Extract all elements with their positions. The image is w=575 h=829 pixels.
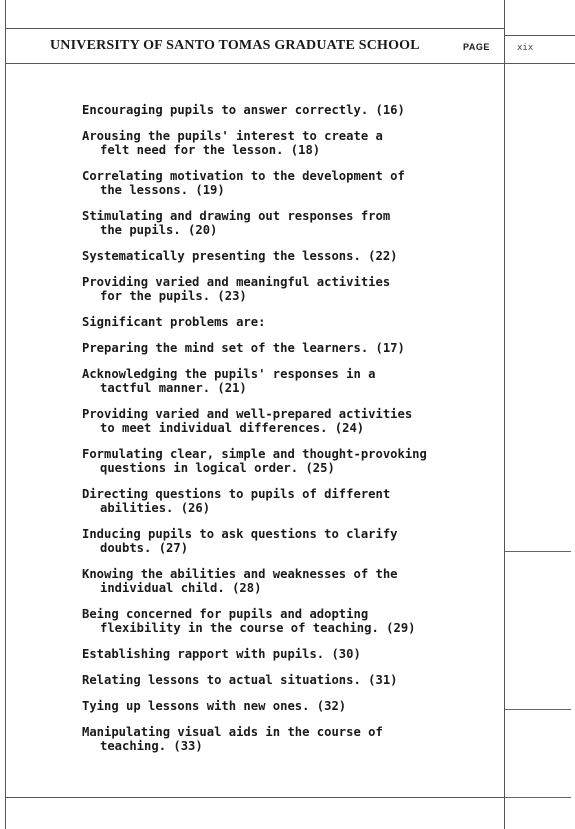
list-item-continuation: doubts. (27) xyxy=(100,541,189,555)
list-item xyxy=(82,249,492,263)
list-item xyxy=(82,275,492,303)
list-item xyxy=(82,341,492,355)
list-item-line: Significant problems are: xyxy=(82,315,266,329)
list-item-continuation: abilities. (26) xyxy=(100,501,211,515)
header-top-rule xyxy=(5,28,504,29)
list-item xyxy=(82,129,492,157)
list-item-line: Systematically presenting the lessons. (22) xyxy=(82,249,398,263)
list-item xyxy=(82,169,492,197)
list-item-continuation: individual child. (28) xyxy=(100,581,262,595)
list-item-continuation: the pupils. (20) xyxy=(100,223,218,237)
list-item-line: Providing varied and meaningful activities xyxy=(82,275,391,289)
list-item-line: Providing varied and well-prepared activities xyxy=(82,407,413,421)
list-item-continuation: to meet individual differences. (24) xyxy=(100,421,365,435)
margin-note-line xyxy=(505,797,571,798)
margin-note-line xyxy=(505,709,571,710)
list-item-continuation: felt need for the lesson. (18) xyxy=(100,143,321,157)
margin-note-line xyxy=(505,551,571,552)
list-item-line: Acknowledging the pupils' responses in a xyxy=(82,367,376,381)
list-item-continuation: the lessons. (19) xyxy=(100,183,225,197)
list-item-continuation: teaching. (33) xyxy=(100,739,203,753)
list-item xyxy=(82,607,492,635)
footer-rule xyxy=(5,797,504,798)
list-item-line: Establishing rapport with pupils. (30) xyxy=(82,647,361,661)
header-bottom-rule xyxy=(5,63,575,64)
list-item-line: Correlating motivation to the development of xyxy=(82,169,405,183)
list-item xyxy=(82,103,492,117)
list-item-continuation: tactful manner. (21) xyxy=(100,381,247,395)
left-margin-rule xyxy=(5,0,6,829)
list-item-line: Stimulating and drawing out responses from xyxy=(82,209,391,223)
page-number: xix xyxy=(517,43,534,53)
list-item xyxy=(82,699,492,713)
list-item-line: Being concerned for pupils and adopting xyxy=(82,607,369,621)
right-margin-rule xyxy=(504,0,505,829)
document-header: UNIVERSITY OF SANTO TOMAS GRADUATE SCHOOL xyxy=(50,38,420,53)
list-item-line: Preparing the mind set of the learners. (17) xyxy=(82,341,405,355)
page-label: PAGE xyxy=(463,42,490,52)
list-item xyxy=(82,487,492,515)
list-item-continuation: for the pupils. (23) xyxy=(100,289,247,303)
list-item-line: Inducing pupils to ask questions to clarify xyxy=(82,527,398,541)
list-item xyxy=(82,209,492,237)
list-item-line: Manipulating visual aids in the course of xyxy=(82,725,383,739)
list-item xyxy=(82,647,492,661)
page-box-top-rule xyxy=(504,35,575,36)
list-item-line: Arousing the pupils' interest to create a xyxy=(82,129,383,143)
list-item xyxy=(82,567,492,595)
list-item xyxy=(82,447,492,475)
list-item xyxy=(82,407,492,435)
list-item-continuation: flexibility in the course of teaching. (29) xyxy=(100,621,416,635)
list-item-line: Tying up lessons with new ones. (32) xyxy=(82,699,347,713)
list-item xyxy=(82,315,492,329)
list-item xyxy=(82,673,492,687)
list-item-line: Encouraging pupils to answer correctly. (16) xyxy=(82,103,405,117)
list-item-line: Formulating clear, simple and thought-provoking xyxy=(82,447,427,461)
list-item xyxy=(82,725,492,753)
list-item-line: Knowing the abilities and weaknesses of the xyxy=(82,567,398,581)
list-item-continuation: questions in logical order. (25) xyxy=(100,461,335,475)
document-body xyxy=(82,103,492,765)
list-item xyxy=(82,527,492,555)
list-item-line: Relating lessons to actual situations. (31) xyxy=(82,673,398,687)
list-item-line: Directing questions to pupils of different xyxy=(82,487,391,501)
list-item xyxy=(82,367,492,395)
